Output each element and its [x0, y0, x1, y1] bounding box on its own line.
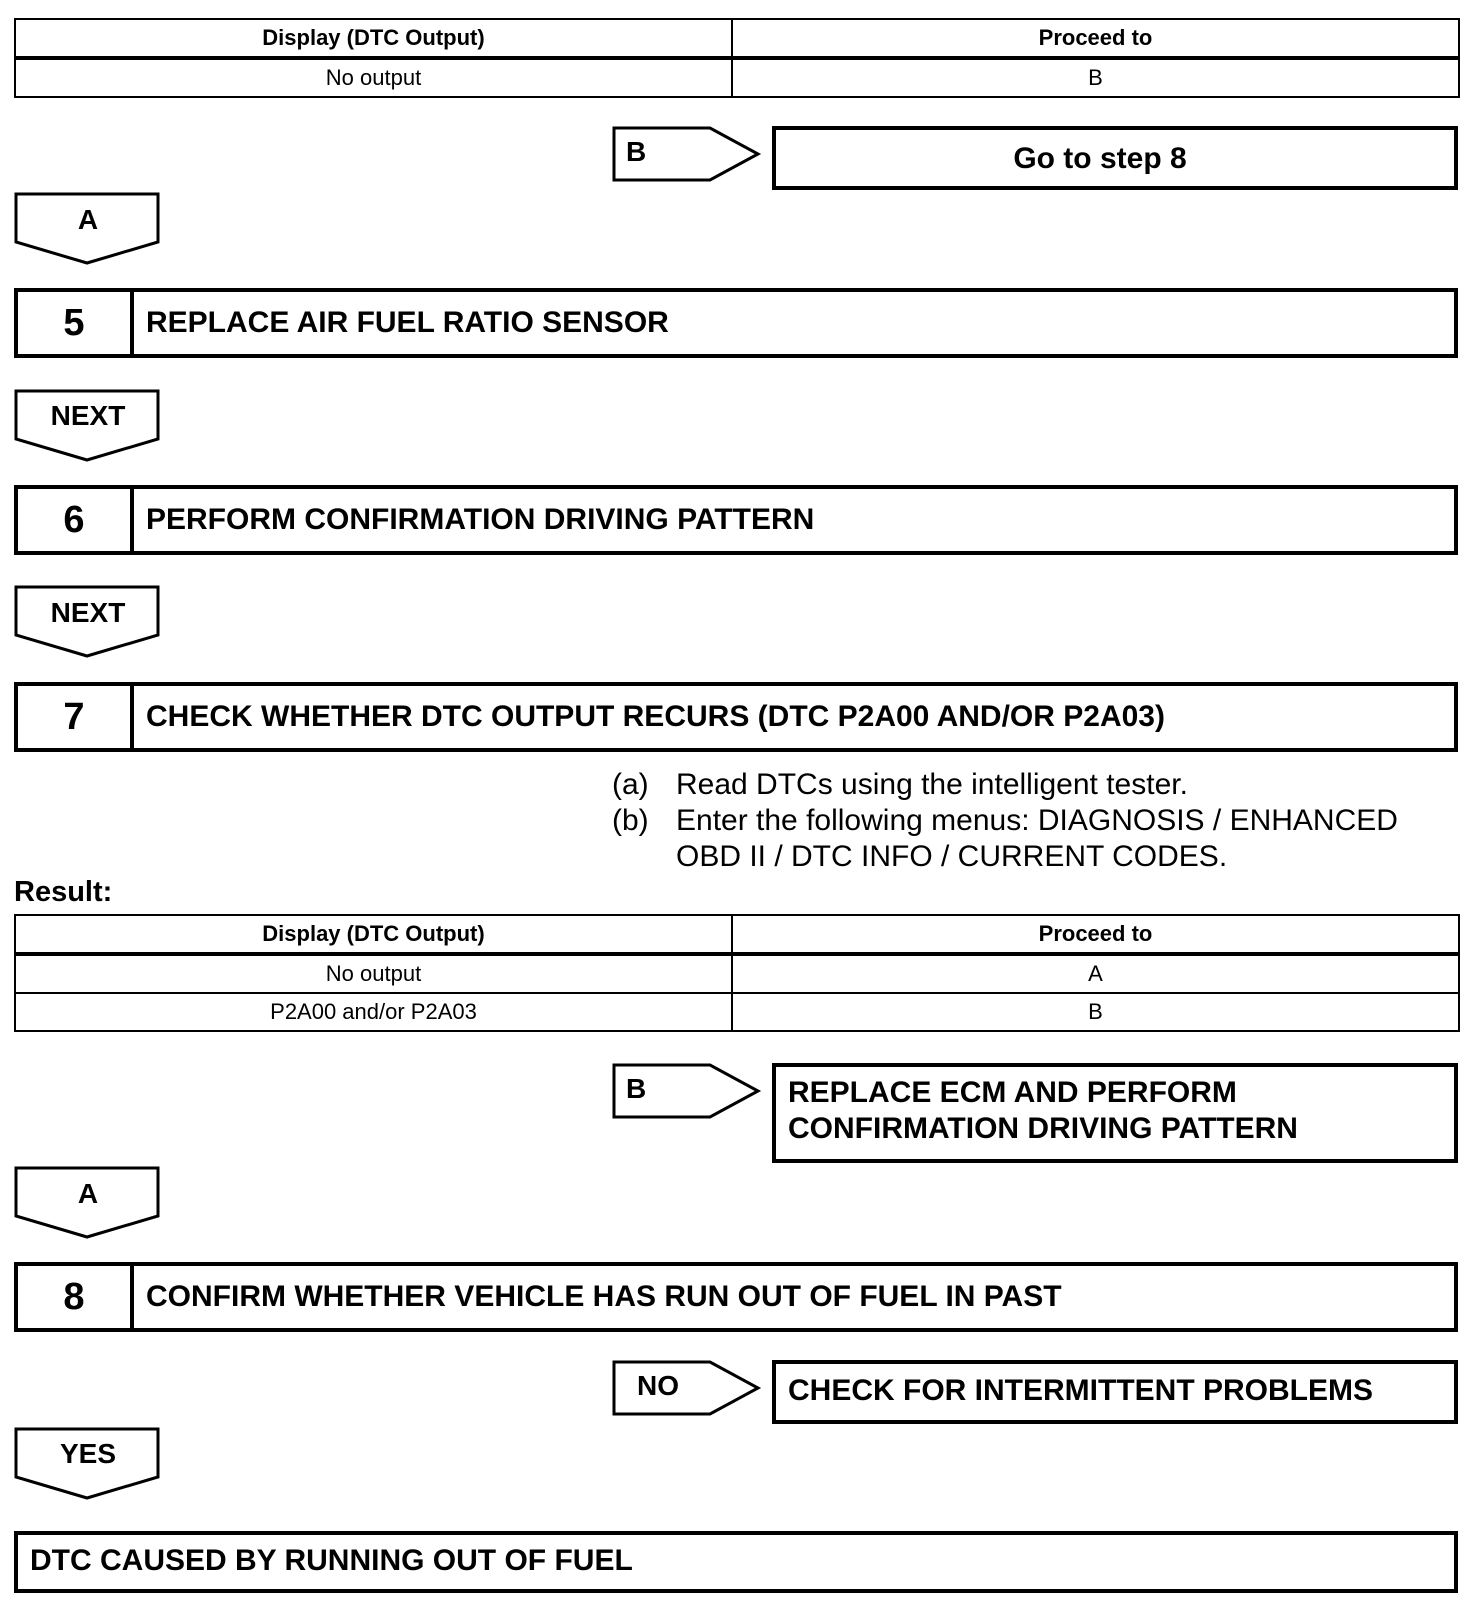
result-box-intermittent-problems	[772, 1360, 1458, 1424]
step-title: REPLACE AIR FUEL RATIO SENSOR	[146, 306, 669, 339]
step-8-box	[14, 1262, 1458, 1332]
step-number: 5	[18, 292, 134, 354]
table-row	[15, 993, 1459, 1031]
step-title: PERFORM CONFIRMATION DRIVING PATTERN	[146, 503, 815, 536]
final-result-text: DTC CAUSED BY RUNNING OUT OF FUEL	[30, 1544, 633, 1577]
instruction-text: Enter the following menus: DIAGNOSIS / ENHANCED	[676, 804, 1398, 837]
result-text-line-1: REPLACE ECM AND PERFORM	[788, 1076, 1237, 1109]
table-header-proceed: Proceed to	[732, 915, 1459, 954]
down-arrow-label: NEXT	[50, 597, 126, 628]
result-text: CHECK FOR INTERMITTENT PROBLEMS	[788, 1374, 1373, 1407]
table-cell: B	[732, 58, 1459, 97]
result-label: Result:	[14, 876, 113, 908]
instruction-marker: (a)	[612, 768, 649, 801]
table-cell: P2A00 and/or P2A03	[15, 993, 732, 1031]
table-header-row	[15, 19, 1459, 58]
branch-arrow-label: B	[626, 136, 647, 167]
step-number: 8	[18, 1266, 134, 1328]
instruction-text-continued: OBD II / DTC INFO / CURRENT CODES.	[676, 840, 1228, 873]
instruction-text: Read DTCs using the intelligent tester.	[676, 768, 1188, 801]
down-arrow-label: A	[77, 204, 99, 235]
final-result-box	[14, 1531, 1458, 1593]
down-arrow-label: YES	[59, 1438, 117, 1469]
result-box-go-to-step-8	[772, 126, 1458, 190]
result-text-line-2: CONFIRMATION DRIVING PATTERN	[788, 1112, 1298, 1145]
table-header-display: Display (DTC Output)	[15, 915, 732, 954]
down-arrow-label: NEXT	[50, 400, 126, 431]
table-cell: B	[732, 993, 1459, 1031]
step-7-box	[14, 682, 1458, 752]
result-text: Go to step 8	[1013, 142, 1187, 175]
table-row	[15, 58, 1459, 97]
table-header-row	[15, 915, 1459, 954]
dtc-table-2	[14, 914, 1460, 1032]
branch-arrow-label: B	[626, 1073, 647, 1104]
branch-arrow-label: NO	[637, 1370, 679, 1401]
down-arrow-label: A	[77, 1178, 99, 1209]
instruction-marker: (b)	[612, 804, 649, 837]
table-row	[15, 954, 1459, 993]
step-title: CHECK WHETHER DTC OUTPUT RECURS (DTC P2A00 AND/OR P2A03)	[146, 700, 1165, 733]
table-cell: A	[732, 954, 1459, 993]
table-cell: No output	[15, 954, 732, 993]
step-5-box	[14, 288, 1458, 358]
step-number: 7	[18, 686, 134, 748]
table-header-proceed: Proceed to	[732, 19, 1459, 58]
dtc-table-1	[14, 18, 1460, 98]
step-title: CONFIRM WHETHER VEHICLE HAS RUN OUT OF FUEL IN PAST	[146, 1280, 1062, 1313]
result-box-replace-ecm	[772, 1063, 1458, 1163]
table-header-display: Display (DTC Output)	[15, 19, 732, 58]
step-number: 6	[18, 489, 134, 551]
step-6-box	[14, 485, 1458, 555]
table-cell: No output	[15, 58, 732, 97]
